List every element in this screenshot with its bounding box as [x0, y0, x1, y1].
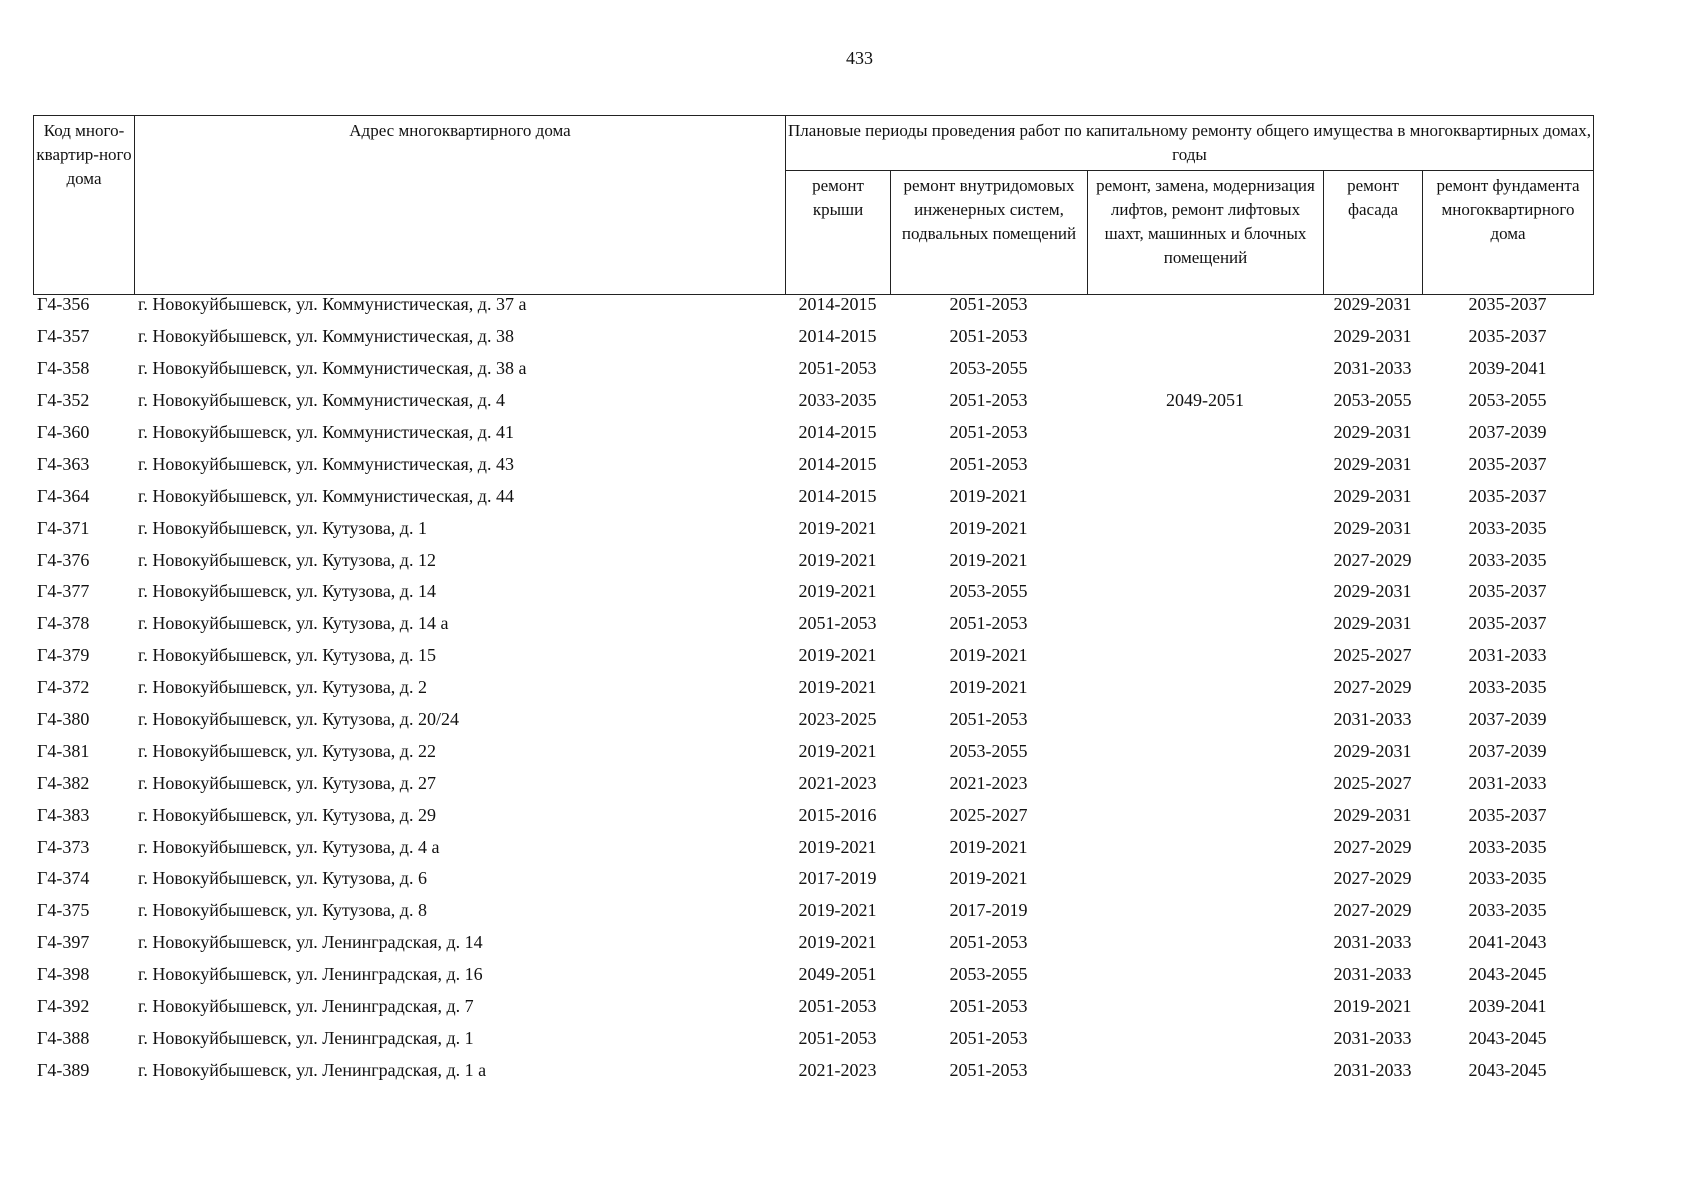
cell-elevators [1087, 1022, 1323, 1054]
cell-address: г. Новокуйбышевск, ул. Коммунистическая, д. 44 [138, 485, 514, 506]
cell-facade: 2029-2031 [1333, 294, 1412, 315]
table-row [33, 608, 1593, 640]
cell-roof: 2019-2021 [798, 549, 877, 570]
cell-code: Г4-358 [37, 358, 90, 379]
cell-roof: 2021-2023 [798, 1059, 877, 1080]
cell-code: Г4-377 [37, 581, 90, 602]
cell-code: Г4-352 [37, 390, 90, 411]
table-row [33, 1022, 1593, 1054]
table-row [33, 480, 1593, 512]
cell-roof: 2051-2053 [798, 358, 877, 379]
cell-foundation: 2035-2037 [1468, 326, 1547, 347]
cell-facade: 2027-2029 [1333, 900, 1412, 921]
cell-foundation: 2037-2039 [1468, 709, 1547, 730]
cell-facade: 2027-2029 [1333, 836, 1412, 857]
cell-address: г. Новокуйбышевск, ул. Коммунистическая, д. 38 [138, 326, 514, 347]
cell-foundation: 2033-2035 [1468, 677, 1547, 698]
cell-systems: 2053-2055 [949, 581, 1028, 602]
cell-systems: 2051-2053 [949, 422, 1028, 442]
cell-code: Г4-357 [37, 326, 90, 347]
table-row [33, 672, 1593, 704]
cell-address: г. Новокуйбышевск, ул. Кутузова, д. 14 [138, 581, 436, 602]
table-row [33, 704, 1593, 736]
table-row [33, 544, 1593, 576]
header-elevators: ремонт, замена, модернизация лифтов, ремонт лифтовых шахт, машинных и блочных помещений [1088, 171, 1324, 295]
cell-foundation: 2035-2037 [1468, 294, 1547, 315]
table-header [33, 115, 1594, 295]
cell-facade: 2029-2031 [1333, 485, 1412, 506]
header-address: Адрес многоквартирного дома [135, 116, 786, 295]
cell-code: Г4-371 [37, 517, 90, 538]
cell-elevators [1087, 991, 1323, 1023]
cell-elevators [1087, 289, 1323, 321]
cell-roof: 2049-2051 [798, 964, 877, 985]
cell-roof: 2014-2015 [798, 326, 877, 347]
cell-systems: 2051-2053 [949, 996, 1028, 1017]
cell-elevators [1087, 640, 1323, 672]
cell-address: г. Новокуйбышевск, ул. Коммунистическая, д. 4 [138, 390, 505, 411]
cell-systems: 2051-2053 [949, 390, 1028, 411]
cell-facade: 2029-2031 [1333, 613, 1412, 634]
cell-roof: 2019-2021 [798, 645, 877, 666]
table-row [33, 321, 1593, 353]
cell-code: Г4-363 [37, 453, 90, 474]
table-row [33, 991, 1593, 1023]
cell-facade: 2031-2033 [1333, 1027, 1412, 1048]
table-row [33, 799, 1593, 831]
table-row [33, 640, 1593, 672]
cell-elevators [1087, 704, 1323, 736]
cell-roof: 2033-2035 [798, 390, 877, 411]
cell-facade: 2031-2033 [1333, 709, 1412, 730]
cell-roof: 2051-2053 [798, 613, 877, 634]
cell-systems: 2051-2053 [949, 709, 1028, 730]
cell-roof: 2014-2015 [798, 422, 877, 442]
cell-facade: 2027-2029 [1333, 549, 1412, 570]
cell-facade: 2029-2031 [1333, 326, 1412, 347]
cell-roof: 2051-2053 [798, 996, 877, 1017]
page-number: 433 [846, 48, 873, 68]
header-foundation: ремонт фундамента многоквартирного дома [1423, 171, 1594, 295]
table-row [33, 289, 1593, 321]
cell-code: Г4-380 [37, 709, 90, 730]
cell-elevators [1087, 353, 1323, 385]
table-row [33, 767, 1593, 799]
cell-code: Г4-392 [37, 996, 90, 1017]
cell-elevators [1087, 417, 1323, 449]
cell-systems: 2025-2027 [949, 804, 1028, 825]
cell-code: Г4-381 [37, 740, 90, 761]
header-code: Код много-квартир-ного дома [34, 116, 135, 295]
cell-roof: 2019-2021 [798, 740, 877, 761]
cell-facade: 2027-2029 [1333, 677, 1412, 698]
cell-roof: 2019-2021 [798, 581, 877, 602]
cell-facade: 2027-2029 [1333, 868, 1412, 889]
cell-systems: 2019-2021 [949, 549, 1028, 570]
cell-facade: 2025-2027 [1333, 645, 1412, 666]
cell-foundation: 2037-2039 [1468, 740, 1547, 761]
cell-code: Г4-375 [37, 900, 90, 921]
cell-elevators [1087, 480, 1323, 512]
table-row [33, 576, 1593, 608]
data-table [33, 289, 1593, 1086]
cell-address: г. Новокуйбышевск, ул. Кутузова, д. 27 [138, 772, 436, 793]
cell-systems: 2053-2055 [949, 964, 1028, 985]
cell-elevators [1087, 767, 1323, 799]
cell-elevators [1087, 895, 1323, 927]
cell-systems: 2051-2053 [949, 294, 1028, 315]
cell-foundation: 2033-2035 [1468, 900, 1547, 921]
cell-foundation: 2039-2041 [1468, 996, 1547, 1017]
cell-systems: 2019-2021 [949, 836, 1028, 857]
cell-systems: 2051-2053 [949, 1027, 1028, 1048]
cell-elevators [1087, 672, 1323, 704]
cell-roof: 2021-2023 [798, 772, 877, 793]
cell-roof: 2014-2015 [798, 294, 877, 315]
cell-roof: 2015-2016 [798, 804, 877, 825]
cell-facade: 2029-2031 [1333, 581, 1412, 602]
table-row [33, 895, 1593, 927]
cell-foundation: 2035-2037 [1468, 581, 1547, 602]
cell-foundation: 2043-2045 [1468, 1059, 1547, 1080]
cell-address: г. Новокуйбышевск, ул. Кутузова, д. 2 [138, 677, 427, 698]
cell-systems: 2051-2053 [949, 453, 1028, 474]
cell-code: Г4-360 [37, 422, 90, 442]
cell-address: г. Новокуйбышевск, ул. Коммунистическая, д. 41 [138, 422, 514, 442]
table-row [33, 735, 1593, 767]
cell-elevators [1087, 799, 1323, 831]
cell-code: Г4-382 [37, 772, 90, 793]
cell-address: г. Новокуйбышевск, ул. Кутузова, д. 6 [138, 868, 427, 889]
table-row [33, 959, 1593, 991]
cell-roof: 2051-2053 [798, 1027, 877, 1048]
table-row [33, 1054, 1593, 1086]
cell-systems: 2051-2053 [949, 326, 1028, 347]
header-facade: ремонт фасада [1324, 171, 1423, 295]
cell-code: Г4-373 [37, 836, 90, 857]
table-row [33, 927, 1593, 959]
cell-code: Г4-356 [37, 294, 90, 315]
cell-systems: 2019-2021 [949, 645, 1028, 666]
cell-facade: 2029-2031 [1333, 804, 1412, 825]
cell-elevators [1087, 1054, 1323, 1086]
cell-code: Г4-397 [37, 932, 90, 953]
cell-address: г. Новокуйбышевск, ул. Коммунистическая, д. 37 а [138, 294, 527, 315]
cell-foundation: 2035-2037 [1468, 804, 1547, 825]
cell-elevators [1087, 512, 1323, 544]
cell-systems: 2051-2053 [949, 613, 1028, 634]
cell-address: г. Новокуйбышевск, ул. Ленинградская, д. 1 а [138, 1059, 487, 1080]
cell-foundation: 2053-2055 [1468, 390, 1547, 411]
table-row [33, 353, 1593, 385]
cell-address: г. Новокуйбышевск, ул. Кутузова, д. 14 а [138, 613, 449, 634]
table-row [33, 831, 1593, 863]
cell-foundation: 2033-2035 [1468, 868, 1547, 889]
cell-foundation: 2041-2043 [1468, 932, 1547, 953]
cell-elevators [1087, 321, 1323, 353]
cell-address: г. Новокуйбышевск, ул. Кутузова, д. 15 [138, 645, 436, 666]
cell-address: г. Новокуйбышевск, ул. Кутузова, д. 4 а [138, 836, 440, 857]
cell-address: г. Новокуйбышевск, ул. Кутузова, д. 8 [138, 900, 427, 921]
cell-facade: 2053-2055 [1333, 390, 1412, 411]
cell-facade: 2029-2031 [1333, 517, 1412, 538]
cell-code: Г4-376 [37, 549, 90, 570]
cell-code: Г4-398 [37, 964, 90, 985]
cell-facade: 2031-2033 [1333, 932, 1412, 953]
cell-roof: 2019-2021 [798, 900, 877, 921]
cell-elevators [1087, 544, 1323, 576]
cell-facade: 2031-2033 [1333, 964, 1412, 985]
cell-systems: 2053-2055 [949, 358, 1028, 379]
cell-elevators [1087, 576, 1323, 608]
cell-elevators [1087, 959, 1323, 991]
cell-address: г. Новокуйбышевск, ул. Коммунистическая, д. 38 а [138, 358, 527, 379]
cell-address: г. Новокуйбышевск, ул. Коммунистическая, д. 43 [138, 453, 514, 474]
cell-foundation: 2043-2045 [1468, 1027, 1547, 1048]
cell-elevators [1087, 448, 1323, 480]
header-systems: ремонт внутридомовых инженерных систем, подвальных помещений [891, 171, 1088, 295]
cell-foundation: 2033-2035 [1468, 549, 1547, 570]
cell-code: Г4-379 [37, 645, 90, 666]
cell-foundation: 2039-2041 [1468, 358, 1547, 379]
cell-address: г. Новокуйбышевск, ул. Ленинградская, д. 16 [138, 964, 483, 985]
cell-facade: 2029-2031 [1333, 422, 1412, 442]
cell-systems: 2019-2021 [949, 485, 1028, 506]
cell-roof: 2023-2025 [798, 709, 877, 730]
cell-systems: 2051-2053 [949, 932, 1028, 953]
cell-facade: 2031-2033 [1333, 358, 1412, 379]
cell-code: Г4-372 [37, 677, 90, 698]
table-row [33, 448, 1593, 480]
cell-systems: 2021-2023 [949, 772, 1028, 793]
cell-systems: 2051-2053 [949, 1059, 1028, 1080]
cell-facade: 2029-2031 [1333, 740, 1412, 761]
cell-code: Г4-388 [37, 1027, 90, 1048]
cell-roof: 2014-2015 [798, 485, 877, 506]
header-periods: Плановые периоды проведения работ по капитальному ремонту общего имущества в многоквартирных домах, годы [786, 116, 1594, 171]
table-row [33, 385, 1593, 417]
cell-address: г. Новокуйбышевск, ул. Кутузова, д. 20/24 [138, 709, 459, 730]
cell-foundation: 2043-2045 [1468, 964, 1547, 985]
cell-foundation: 2035-2037 [1468, 613, 1547, 634]
cell-roof: 2019-2021 [798, 677, 877, 698]
cell-code: Г4-378 [37, 613, 90, 634]
cell-elevators [1087, 831, 1323, 863]
cell-address: г. Новокуйбышевск, ул. Ленинградская, д. 14 [138, 932, 483, 953]
cell-elevators [1087, 608, 1323, 640]
cell-systems: 2019-2021 [949, 868, 1028, 889]
cell-elevators [1087, 927, 1323, 959]
cell-code: Г4-383 [37, 804, 90, 825]
cell-roof: 2019-2021 [798, 836, 877, 857]
cell-address: г. Новокуйбышевск, ул. Ленинградская, д. 7 [138, 996, 474, 1017]
cell-address: г. Новокуйбышевск, ул. Кутузова, д. 12 [138, 549, 436, 570]
cell-address: г. Новокуйбышевск, ул. Кутузова, д. 29 [138, 804, 436, 825]
cell-roof: 2014-2015 [798, 453, 877, 474]
cell-foundation: 2035-2037 [1468, 485, 1547, 506]
cell-systems: 2053-2055 [949, 740, 1028, 761]
cell-roof: 2019-2021 [798, 517, 877, 538]
cell-elevators: 2049-2051 [1166, 390, 1244, 411]
cell-facade: 2029-2031 [1333, 453, 1412, 474]
cell-roof: 2017-2019 [798, 868, 877, 889]
cell-foundation: 2037-2039 [1468, 422, 1547, 442]
table-row [33, 417, 1593, 449]
cell-address: г. Новокуйбышевск, ул. Кутузова, д. 22 [138, 740, 436, 761]
cell-systems: 2019-2021 [949, 677, 1028, 698]
cell-elevators [1087, 735, 1323, 767]
table-row [33, 512, 1593, 544]
cell-code: Г4-364 [37, 485, 90, 506]
cell-code: Г4-389 [37, 1059, 90, 1080]
header-roof: ремонт крыши [786, 171, 891, 295]
cell-facade: 2019-2021 [1333, 996, 1412, 1017]
cell-foundation: 2033-2035 [1468, 836, 1547, 857]
cell-facade: 2031-2033 [1333, 1059, 1412, 1080]
cell-address: г. Новокуйбышевск, ул. Кутузова, д. 1 [138, 517, 427, 538]
cell-address: г. Новокуйбышевск, ул. Ленинградская, д. 1 [138, 1027, 474, 1048]
cell-foundation: 2031-2033 [1468, 645, 1547, 666]
cell-foundation: 2031-2033 [1468, 772, 1547, 793]
cell-facade: 2025-2027 [1333, 772, 1412, 793]
cell-elevators [1087, 863, 1323, 895]
cell-foundation: 2033-2035 [1468, 517, 1547, 538]
cell-roof: 2019-2021 [798, 932, 877, 953]
cell-foundation: 2035-2037 [1468, 453, 1547, 474]
table-row [33, 863, 1593, 895]
cell-systems: 2017-2019 [949, 900, 1028, 921]
cell-code: Г4-374 [37, 868, 90, 889]
cell-systems: 2019-2021 [949, 517, 1028, 538]
